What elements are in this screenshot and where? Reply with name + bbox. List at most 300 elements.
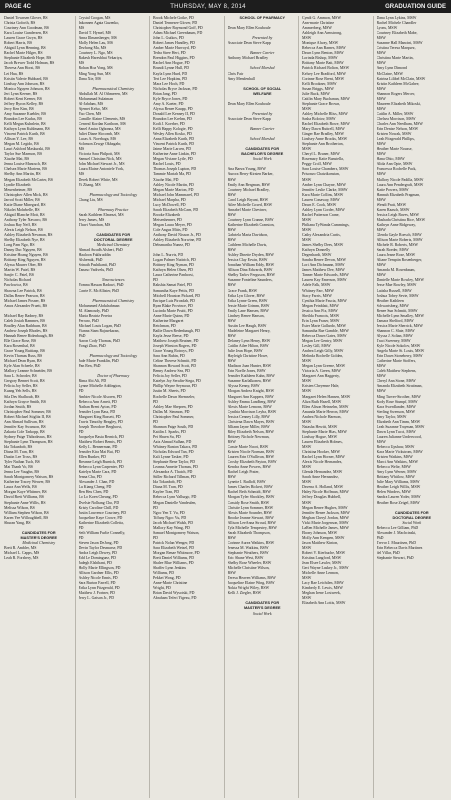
graduate-name: Lucinda Marie Pruitt, PD — [153, 308, 193, 313]
graduate-name: Whitney Ranton Takacs, PD — [153, 444, 198, 449]
graduate-name: MSW — [376, 106, 386, 111]
graduate-name: Katelyn Joy Serafin-Siega, PD — [153, 379, 201, 384]
graduate-name: Aaron Cody Thomas, PhD — [78, 339, 120, 343]
graduate-name: Thuvi Vunohan, MS — [78, 222, 111, 227]
graduate-name: Chang Liu, MS — [78, 197, 103, 202]
graduate-name: Margaret Ann Haggerty, — [302, 374, 340, 379]
graduate-name: Rima Abi Ali, PD — [78, 379, 107, 384]
graduate-name: Tyler Nathan Tuch, BS — [4, 460, 40, 465]
graduate-name: Katie Diane Minegard, BS — [4, 202, 46, 207]
graduate-name: Teresa Heaven Williams, BSW — [227, 576, 276, 581]
graduate-name: Suzanne Hall Mancini, MSW — [376, 41, 423, 46]
graduate-name: Jadegh Elshibani, PD — [78, 561, 112, 566]
graduate-name: Trevor J. Mauritsen, PhD — [376, 540, 417, 545]
graduate-name: Sandra Lauren Yoder, MSW — [376, 495, 421, 500]
graduate-name: Ashleigh Ann Armstrong, — [302, 31, 343, 36]
graduate-name: Laura Ann Pendergraft, MSW — [376, 182, 424, 187]
graduate-name: Kuang Yeh Sells, BS — [4, 389, 37, 394]
graduate-name: Erin Lynn Fraser, MSW — [302, 318, 340, 323]
graduate-name: Samantha Kaye Pettis, PD — [153, 288, 195, 293]
graduate-name: Jennifer Kathleen Kahn, BSW — [227, 374, 275, 379]
graduate-name: Cristina Teresa Marquez, — [376, 46, 416, 51]
graduate-name: Cassie Marie Noori, BSW — [227, 444, 269, 449]
graduate-name: Vicki Marie Jorgenson, MSW — [302, 520, 349, 525]
graduate-name: Chelsea Morrison, MSW — [376, 116, 416, 121]
graduate-name: Joseph Winston Rogers, PD — [153, 344, 197, 349]
graduate-name: Alexander J. Chan, PD — [78, 480, 115, 485]
graduate-name: Anthony Michael Bradley — [227, 56, 269, 61]
graduate-name: Jacob Michael Walsh, PD — [153, 520, 194, 525]
name-column — [152, 16, 225, 798]
graduate-name: PD — [153, 419, 158, 424]
section-heading: CANDIDATES FOR — [245, 147, 280, 152]
graduate-name: Michael L. Capps, MS — [4, 550, 40, 555]
graduate-name: Alyssa Maurer Ober, BS — [4, 263, 43, 268]
graduate-name: Cheryl L. Bruner, MSW — [302, 152, 340, 157]
graduate-name: Suzanne Fonteline Saunders, — [227, 278, 273, 283]
graduate-name: Erika Lynne Green, BSW — [227, 298, 268, 303]
graduate-name: Sarah Elizabeth McCarn, PD — [153, 207, 199, 212]
graduate-name: BSW — [227, 318, 236, 323]
graduate-name: Jessica Clay Erwin, BSW — [227, 258, 268, 263]
graduate-name: Stephanie Ann Brotherton, — [302, 142, 344, 147]
graduate-name: McClaine, MSW — [376, 71, 404, 76]
graduate-name: Lauri Ashford Maskurski, BS — [4, 147, 51, 152]
graduate-name: Ashley Lynn Corder, MSW — [302, 207, 345, 212]
graduate-name: MSW — [376, 374, 386, 379]
program-label: Banner Carrier — [250, 127, 275, 132]
graduate-name: Steven Jason DeJong, PD — [78, 540, 119, 545]
graduate-name: Jarrod Scott Miller, BS — [4, 197, 40, 202]
graduate-name: Sasha Bolotov, MSW — [302, 116, 336, 121]
graduate-name: Lacy Rae Leichtlen, MSW — [302, 581, 344, 586]
graduate-name: Brandon Lee Kudus, BS — [4, 116, 43, 121]
graduate-name: PhD — [376, 535, 384, 540]
program-label: Social Work — [252, 157, 272, 162]
graduate-name: David T. Hymel, MS — [78, 31, 112, 36]
graduate-name: Jerry L. Gatson Jr., PD — [78, 596, 115, 601]
section-heading: CANDIDATES FOR — [245, 601, 280, 606]
graduate-name: Christopher Paul Sommer, BS — [4, 409, 51, 414]
graduate-name: Ammerberg, MSW — [302, 26, 332, 31]
graduate-name: Dawn E. Cook, MSW — [302, 202, 337, 207]
graduate-name: Dean Mary Ellen Kouboule — [227, 26, 271, 31]
graduate-name: Michael Louis Logan, PhD — [78, 323, 121, 328]
graduate-name: Ming Tarver-Strother, MSW — [376, 394, 421, 399]
graduate-name: Debsmartha Nunez, PD — [153, 243, 190, 248]
graduate-name: Xiaohe Mai, BS — [4, 157, 30, 162]
graduate-name: Cole Angus Mitts, PD — [153, 227, 188, 232]
graduate-name: Dustin Lee Tross, BS — [4, 455, 38, 460]
graduate-name: James Shelby Dees, MSW — [302, 243, 344, 248]
graduate-name: Michael John Mammarel, PD — [153, 192, 200, 197]
graduate-name: Sarah Elizabeth Thompson, — [227, 530, 271, 535]
graduate-name: MSW — [376, 36, 386, 41]
graduate-name: Courtney Lynn Cranne, BSW — [227, 217, 274, 222]
graduate-name: BSW — [227, 535, 236, 540]
graduate-name: Tamara Shelford, MSW — [376, 318, 414, 323]
graduate-name: Margaret King Bassett, PD — [78, 414, 121, 419]
graduate-name: Ngoc Yen T. Vu, PD — [153, 510, 185, 515]
graduate-name: Rachel Elizabeth Bowe, MSW — [302, 121, 350, 126]
graduate-name: MSW — [302, 147, 312, 152]
graduate-name: Kelli Megan Kuhnlein, BS — [4, 121, 46, 126]
graduate-name: Sara Ann Rubin, PD — [153, 354, 185, 359]
graduate-name: Hayleigh Christine Howe, — [227, 354, 269, 359]
graduate-name: Ana Baeza Young, BSW — [227, 167, 266, 172]
graduate-name: Anne Marie Quinn, PD — [153, 313, 190, 318]
graduate-name: Sanjiv C. Patel, BS — [4, 273, 34, 278]
graduate-name: Samuel Christian Nick, MS — [78, 157, 122, 162]
graduate-name: Carol Leigh Bryant, BSW — [227, 197, 269, 202]
graduate-name: Caleb Josiah Rammes, BS — [4, 318, 46, 323]
graduate-name: Joshua Ray Neff, BS — [4, 222, 37, 227]
graduate-name: Reichman, PD — [153, 323, 176, 328]
graduate-name: MSW — [302, 379, 312, 384]
graduate-name: Logan Palmer Nuttrich, PD — [153, 258, 196, 263]
graduate-name: Jenna Chu, PD — [78, 475, 102, 480]
graduate-name: Rakshia Samat Patel, PD — [153, 283, 192, 288]
graduate-name: Alexandra A. Thatch, PD — [153, 470, 193, 475]
graduate-name: Melissa Wilson, BS — [4, 505, 35, 510]
graduate-name: Kodi J. Koerber, PD — [153, 121, 185, 126]
graduate-name: Matthew J. Fortner, PD — [78, 591, 115, 596]
graduate-name: Kelli Brookner, MSW — [302, 81, 337, 86]
graduate-name: Katherine Anne Linkin, PD — [153, 152, 196, 157]
name-column — [3, 16, 76, 798]
graduate-name: Shaffer Lynn Jenkins — [153, 566, 186, 571]
program-label: Social Work — [252, 611, 272, 616]
graduate-name: Jenna Louise Mancuch, BS — [4, 162, 47, 167]
graduate-name: Al-Jahdam, MS — [78, 101, 104, 106]
graduate-name: Mai Thanh Vo, BS — [4, 465, 33, 470]
graduate-name: BSW — [227, 177, 236, 182]
section-heading: WELFARE — [252, 91, 272, 96]
graduate-name: Ming Yong Sun, MS — [78, 71, 111, 76]
graduate-name: Sarah Kathleen Elmezzi, MS — [78, 212, 124, 217]
program-label: Pharmaceutical Chemistry — [92, 298, 135, 303]
graduate-name: Christopher Paul Sommer, — [153, 414, 195, 419]
graduate-name: Allison LeeAnna Stroud, BSW — [227, 520, 276, 525]
graduate-name: Ashley Nicole Ennis, PD — [78, 576, 118, 581]
program-label: School Marshal — [249, 66, 275, 71]
graduate-name: Jenna Lee Vaughn, BS — [4, 470, 40, 475]
graduate-name: Alexis Leigh Nelson, BS — [4, 227, 43, 232]
graduate-name: Mashada Christina Rice, MSW — [376, 217, 426, 222]
graduate-name: Megan Laura Meyer, PD — [153, 222, 192, 227]
graduate-name: Jade Marie Franklin, PhD — [78, 359, 119, 364]
graduate-name: MSW — [302, 465, 312, 470]
graduate-name: Jeffrey Douglas Hubbell, — [302, 495, 342, 500]
graduate-name: Lynette I. Radloff, BSW — [227, 480, 266, 485]
graduate-name: BSW — [227, 571, 236, 576]
graduate-name: Lauren Conaway, MSW — [302, 197, 340, 202]
graduate-name: Megan Viviane Lytle, PD — [153, 157, 193, 162]
graduate-name: Nikolet Mohrbelle, BS — [4, 207, 40, 212]
graduate-name: Lyndie Elizabeth — [4, 182, 31, 187]
graduate-name: Amy Lynn Dimond — [376, 66, 407, 71]
graduate-name: Rosemary Katie Bunstella, — [302, 157, 344, 162]
graduate-name: Danny Duc Nguyen, BS — [4, 248, 42, 253]
graduate-name: Dean Mary Ellen Kouboule — [227, 101, 271, 106]
graduate-name: Kyle Alan Scheele, BS — [4, 364, 40, 369]
graduate-name: Patrick Nolan Wenger, PD — [153, 540, 195, 545]
graduate-name: Theresa Ann Horst, BS — [4, 66, 41, 71]
graduate-name: Cynthia Marie Fascia, MSW — [302, 298, 347, 303]
graduate-name: Chris Fair — [227, 71, 244, 76]
graduate-name: Ailee Michelle Coxed, BSW — [227, 202, 273, 207]
graduate-name: Cheryl Ann Stone, MSW — [376, 379, 416, 384]
graduate-name: MSW — [376, 51, 386, 56]
graduate-name: Gregory Bennet Scott, BS — [4, 379, 45, 384]
graduate-name: Courtney L. Ngo, MS — [78, 51, 113, 56]
graduate-name: Leah Fitzgerald Phillips, — [376, 137, 415, 142]
graduate-name: Felicia Joy Seller, PD — [153, 374, 187, 379]
graduate-name: Seth William Furlie Connelly, — [78, 530, 126, 535]
graduate-name: BSW — [227, 248, 236, 253]
graduate-name: Laura Catherine Panhorst, — [153, 273, 194, 278]
graduate-name: Jaime Marie Larcen, PD — [153, 147, 192, 152]
graduate-name: Hannah Renee Ridenbaugh, BS — [4, 333, 54, 338]
graduate-name: Chelsea Marie Martens, BS — [4, 167, 48, 172]
name-columns — [3, 16, 448, 798]
graduate-name: Michael James Posner, BS — [4, 298, 46, 303]
graduate-name: John L. Nurvis, PD — [153, 253, 184, 258]
graduate-name: Amos Alexander Pruett, BS — [4, 303, 48, 308]
section-heading: CANDIDATES FOR — [21, 530, 56, 535]
graduate-name: Adam Michael Greenbaum, PD — [153, 31, 203, 36]
page-number: PAGE 4C — [5, 3, 31, 10]
graduate-name: Shelby Elizabeth Nye, BS — [4, 238, 45, 243]
graduate-name: Ginger Rae Bradley, MSW — [302, 132, 345, 137]
graduate-name: Rachel Lynn Horner, MSW — [302, 455, 345, 460]
graduate-name: MSW — [376, 197, 386, 202]
graduate-name: Grace Frank, BSW — [227, 288, 258, 293]
graduate-name: Meghan Cheryl Jordan, MSW — [302, 515, 349, 520]
graduate-name: Robert James Handley, PD — [153, 41, 195, 46]
graduate-name: Ester Marie Gallardo, MSW — [302, 323, 347, 328]
graduate-name: Erika Lynn Fitzgerald, PD — [78, 586, 120, 591]
graduate-name: Christina Marie Martin, — [376, 56, 414, 61]
graduate-name: Kristen Nowak, MSW — [376, 132, 412, 137]
graduate-name: Schwartsberg, MSW — [376, 303, 409, 308]
graduate-name: Ann Ahmad Sullivan, BS — [4, 419, 44, 424]
graduate-name: MSW — [302, 359, 312, 364]
graduate-name: Inkonnen Agata Guzenko, — [78, 21, 120, 26]
graduate-name: MS — [78, 172, 85, 177]
graduate-name: Stacy Farris, MSW — [302, 293, 332, 298]
graduate-name: Jacqueline Kaye Crowe, PD — [78, 515, 123, 520]
graduate-name: Jennifer Lynn Bass, PD — [78, 409, 116, 414]
graduate-name: Kody Rose Stumpf, MSW — [376, 399, 418, 404]
graduate-name: Rakesh Haresbhai Vekariya, — [78, 56, 123, 61]
graduate-name: Allison Marie Roberts, MSW — [376, 238, 423, 243]
graduate-name: Ashley Mae Shepren, PD — [153, 404, 193, 409]
graduate-name: Ashley Elizabeth Newman, BS — [4, 233, 53, 238]
graduate-name: Glenda Hernandez, MSW — [302, 470, 343, 475]
graduate-name: Kara Swerdlander, MSW — [376, 404, 416, 409]
graduate-name: Allison Dina Edwards, BSW — [227, 268, 273, 273]
graduate-name: Erin Rebecca Davis Martinez — [376, 545, 423, 550]
graduate-name: Mitchell Houston Pickard, PD — [153, 293, 201, 298]
graduate-name: MSW — [302, 389, 312, 394]
graduate-name: Lei Hua, BS — [4, 71, 24, 76]
graduate-name: Alshemik, PhD — [78, 258, 103, 263]
graduate-name: Ashley Michelle Bliss, MSW — [302, 111, 348, 116]
graduate-name: Stephanie Marie Hias, MSW — [302, 429, 347, 434]
program-label: Banner Carrier — [250, 51, 275, 56]
graduate-name: Rachel Leigh Prater, — [227, 470, 260, 475]
graduate-name: Kayla Lynn Hurd, PD — [153, 71, 188, 76]
graduate-name: Williams, PD — [153, 571, 175, 576]
graduate-name: Michelle Christine Wilson, — [227, 566, 270, 571]
graduate-name: Meghan Irene Lostweek, — [302, 591, 341, 596]
graduate-name: Anna Illmansberger, MS — [78, 36, 117, 41]
graduate-name: Kristen Watkins, MSW — [376, 455, 413, 460]
graduate-name: Xiaohe Mai, PD — [153, 177, 179, 182]
graduate-name: Margaret Helen Hansen, MSW — [302, 394, 351, 399]
graduate-name: Jessica Leigh Raves, MSW — [376, 212, 420, 217]
graduate-name: Amber Lynn Chayne, MSW — [302, 182, 346, 187]
graduate-name: Alexis Marie Sounder, BSW — [227, 510, 273, 515]
graduate-name: Kaitlin J. Sparks, PD — [153, 429, 186, 434]
graduate-name: Kristen Nicole Norman, BSW — [227, 450, 275, 455]
graduate-name: MSW — [302, 545, 312, 550]
graduate-name: Wright, PD — [153, 586, 171, 591]
graduate-name: Traci Sweeney, MSW — [376, 339, 411, 343]
graduate-name: Amy Mendenhall — [227, 76, 255, 81]
graduate-name: Kathryn Lynn Kuhlmann, BS — [4, 127, 50, 132]
graduate-name: Kristin Valerie Hubbard, BS — [4, 76, 49, 81]
graduate-name: Kelly L. Bennerman, PD — [78, 444, 118, 449]
graduate-name: Michelle Lynn Smalley, MSW — [376, 313, 425, 318]
graduate-name: Courtney Elizabeth Mabe, — [376, 31, 418, 36]
graduate-name: Sara Louise Chambers, MSW — [302, 167, 349, 172]
graduate-name: Vincent Patrick Kurth, BS — [4, 132, 45, 137]
graduate-name: Catherine Marie Stoffers, — [376, 359, 417, 364]
graduate-name: Caitlin Mary Buchanan, MSW — [302, 96, 350, 101]
graduate-name: Christena Dawn Mayes, BSW — [227, 419, 275, 424]
graduate-name: Ebony Johnson, MSW — [302, 530, 338, 535]
graduate-name: Jerry Ken Kim, BS — [4, 106, 34, 111]
graduate-name: Ann-marie Christine — [302, 21, 335, 26]
graduate-name: Maria Beatriz Pereira — [78, 313, 112, 318]
graduate-name: Brandi Lynne Hull, PD — [153, 66, 190, 71]
graduate-name: Rochelle Dawn Shemseler, — [153, 394, 196, 399]
graduate-name: Adele Falk, MSW — [302, 283, 331, 288]
section-heading: CANDIDATES FOR — [394, 510, 429, 515]
graduate-name: Lindsey Anne Brooks, MSW — [302, 137, 348, 142]
graduate-name: Kara Louise Gundersen, BS — [4, 31, 48, 36]
graduate-name: Robert Kent Keener, BS — [4, 96, 42, 101]
graduate-name: Kathryn Donnelly — [302, 248, 331, 253]
graduate-name: Francesca Rochelle Pack, — [376, 167, 417, 172]
graduate-name: Shannon Rogers Mercer, — [376, 91, 416, 96]
graduate-name: Katelyn Marie Cara, PD — [78, 470, 117, 475]
graduate-name: Stephanie Rene Taylor, PD — [153, 460, 196, 465]
graduate-name: Jeffrey Byron Kelley, BS — [4, 101, 44, 106]
graduate-name: Megan M. Legido, BS — [4, 142, 39, 147]
graduate-name: Long Pam Ngo, BS — [4, 243, 35, 248]
graduate-name: John Michael Stewart Jr., MS — [78, 162, 125, 167]
graduate-name: Brittany Marie Batt, MSW — [302, 61, 344, 66]
graduate-name: Heather Rose Zeigel, MSW — [376, 500, 420, 505]
program-label: Pharmacology and Toxicology — [89, 192, 138, 197]
graduate-name: Jean Elsee Lawler, MSW — [302, 561, 342, 566]
graduate-name: Cynthia Morrison Leyba, BSW — [227, 409, 277, 414]
graduate-name: Cassidy Rose Smith, BSW — [227, 500, 270, 505]
graduate-name: Sara Burton Farrell, PD — [78, 581, 116, 586]
graduate-name: Heather Marie Nousse, — [376, 147, 413, 152]
graduate-name: Alyssa J. Soltan, MSW — [376, 333, 413, 338]
graduate-name: Joshua Tobey Sevie, MSW — [376, 293, 419, 298]
graduate-name: Rebecca Lee Gilliam, PhD — [376, 525, 419, 530]
graduate-name: Ben Heu Chen, PD — [78, 490, 109, 495]
graduate-name: Andra Leigh Dewey, PD — [78, 550, 117, 555]
issue-date: THURSDAY, MAY 8, 2014 — [170, 3, 246, 10]
graduate-name: Samantha Rae Gamble, MSW — [302, 328, 349, 333]
graduate-name: Erin Dawn Stoneberry, MSW — [376, 354, 423, 359]
graduate-name: Katherine Tracey Weaver, BS — [4, 480, 51, 485]
graduate-name: Teri Lee Hopkins, PD — [153, 76, 188, 81]
graduate-name: Associate Dean Steve Kapp — [227, 41, 271, 46]
graduate-name: Daniel Tennesee Glover, PD — [153, 21, 198, 26]
graduate-name: Dallas Renee Pearson, BS — [4, 293, 45, 298]
graduate-name: Degenhardt, MSW — [302, 253, 332, 258]
graduate-name: Juliet Diane Slocomb, MS — [78, 132, 120, 137]
section-heading: CANDIDATES FOR — [96, 233, 131, 238]
graduate-name: Emily Ann Bergman, BSW — [227, 182, 271, 187]
graduate-name: Renee Sun Schmitt, MSW — [376, 308, 418, 313]
graduate-name: BSW — [227, 227, 236, 232]
graduate-name: Carrie E. McAllister, PhD — [78, 288, 120, 293]
graduate-name: Diana M. Tran, BS — [4, 450, 34, 455]
graduate-name: Donald Lee Kenney II, PD — [153, 111, 195, 116]
graduate-name: Kara Marie Collins, MSW — [302, 192, 344, 197]
graduate-name: Kelsey Lee Bradford, MSW — [302, 71, 346, 76]
graduate-name: Cyndi G. Ammon, MSW — [302, 16, 342, 20]
graduate-name: Rachel Marie Hilger, BS — [4, 51, 43, 56]
graduate-name: MSW — [302, 227, 312, 232]
graduate-name: Cenreal Kordan Karthorn, MS — [78, 121, 126, 126]
graduate-name: Benny Andrew Sea, PD — [153, 369, 190, 374]
graduate-name: Kaylee Tran, PD — [153, 490, 180, 495]
graduate-name: Riley Elizabeth Nelson, BSW — [227, 429, 274, 434]
graduate-name: Associate Dean Steve Kapp — [227, 116, 271, 121]
graduate-name: Devin Taylor Desmarse, PD — [78, 545, 123, 550]
graduate-name: Brendon Paul Higgins, PD — [153, 56, 195, 61]
graduate-name: Robert V. Kierbuche, MSW — [302, 550, 346, 555]
graduate-name: Kyle Nicole Sokolov, MSW — [376, 344, 421, 349]
program-label: Neurosciences — [101, 278, 125, 283]
graduate-name: Heather Kathleen — [376, 298, 404, 303]
graduate-name: Nicholas Edward Tan, PD — [153, 450, 194, 455]
graduate-name: Christopher Allen Mick, BS — [4, 192, 48, 197]
graduate-name: Michael Dean Ryan, BS — [4, 359, 42, 364]
graduate-name: Leah R. Forsbery, MS — [4, 556, 39, 561]
graduate-name: Lynne Michelle Addington, — [78, 384, 122, 389]
graduate-name: Glenda Gayle Roesch, MSW — [376, 233, 422, 238]
graduate-name: Helen Winders, MSW — [376, 490, 411, 495]
program-label: Pharmacology and Toxicology — [89, 354, 138, 359]
graduate-name: Katrina Lilibel McClain, MSW — [376, 76, 426, 81]
graduate-name: Lo Lo Koen Cheung, PD — [78, 495, 118, 500]
graduate-name: Felicia Joy Seller, BS — [4, 384, 38, 389]
name-column — [376, 16, 449, 798]
graduate-name: Marci Ann Watkins, MSW — [376, 460, 419, 465]
graduate-name: Jesse Mae Rowley, MSW — [376, 283, 417, 288]
section-heading: DOCTORAL DEGREE — [94, 238, 133, 243]
